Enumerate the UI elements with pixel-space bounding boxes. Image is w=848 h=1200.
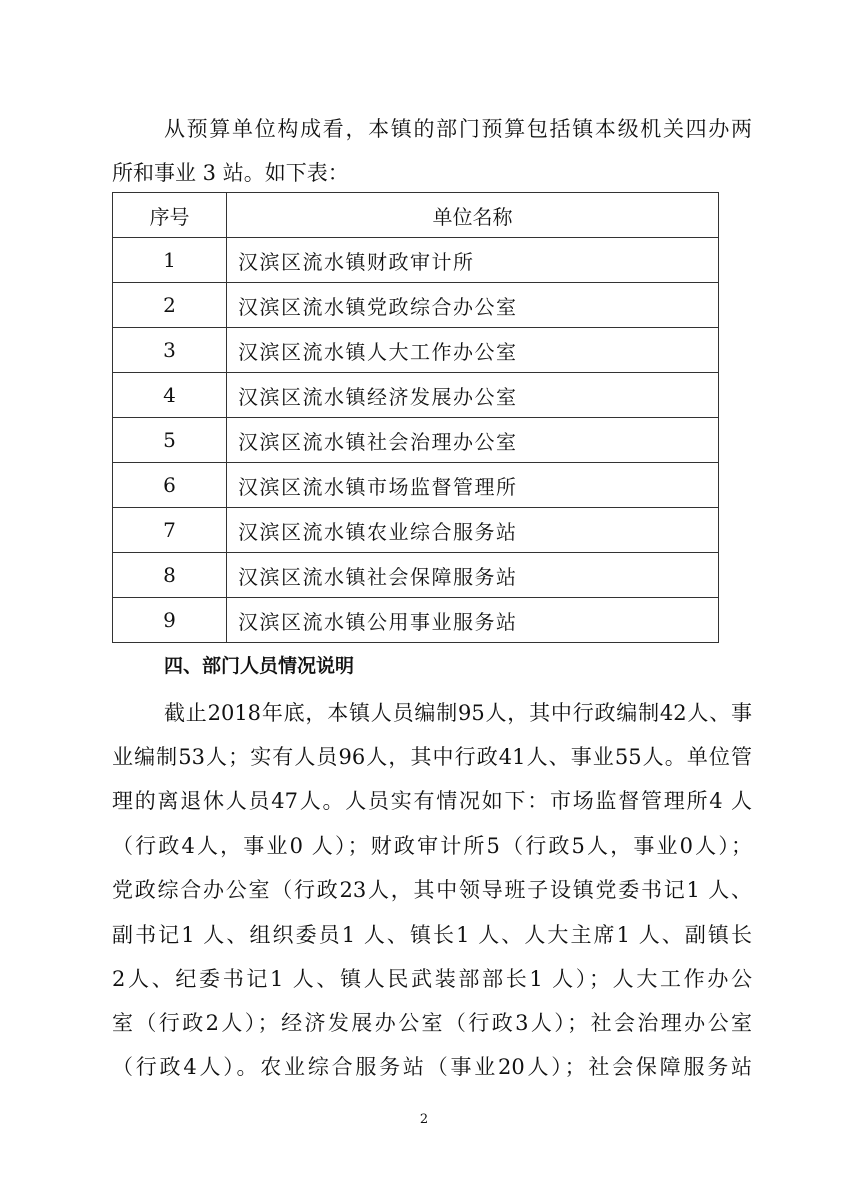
header-index: 序号	[113, 193, 227, 238]
paragraph-line: （行政4人）。农业综合服务站（事业20人）；社会保障服务站	[112, 1055, 752, 1079]
row-unit-name: 汉滨区流水镇社会治理办公室	[227, 418, 719, 463]
table-row	[113, 553, 719, 598]
row-index: 3	[113, 328, 227, 373]
paragraph-line: 业编制53人；实有人员96人，其中行政41人、事业55人。单位管	[112, 745, 752, 769]
header-unit-name: 单位名称	[227, 193, 719, 238]
row-unit-name: 汉滨区流水镇市场监督管理所	[227, 463, 719, 508]
row-index: 2	[113, 283, 227, 328]
row-unit-name: 汉滨区流水镇经济发展办公室	[227, 373, 719, 418]
budget-units-table	[112, 192, 719, 643]
paragraph-line: 截止2018年底，本镇人员编制95人，其中行政编制42人、事	[164, 701, 752, 725]
table-row	[113, 508, 719, 553]
intro-line-2: 所和事业 3 站。如下表：	[112, 161, 349, 185]
paragraph-line: 副书记1 人、组织委员1 人、镇长1 人、人大主席1 人、副镇长	[112, 923, 752, 947]
row-index: 8	[113, 553, 227, 598]
paragraph-line: （行政4人，事业0 人）；财政审计所5（行政5人，事业0人）；	[112, 834, 752, 858]
table-row	[113, 283, 719, 328]
row-index: 9	[113, 598, 227, 643]
row-unit-name: 汉滨区流水镇党政综合办公室	[227, 283, 719, 328]
row-unit-name: 汉滨区流水镇社会保障服务站	[227, 553, 719, 598]
table-row	[113, 463, 719, 508]
row-unit-name: 汉滨区流水镇公用事业服务站	[227, 598, 719, 643]
row-index: 5	[113, 418, 227, 463]
paragraph-line: 2人、纪委书记1 人、镇人民武装部部长1 人）；人大工作办公	[112, 967, 752, 991]
intro-line-1: 从预算单位构成看，本镇的部门预算包括镇本级机关四办两	[164, 117, 752, 141]
table-row	[113, 418, 719, 463]
page-number: 2	[419, 1112, 429, 1127]
paragraph-line: 理的离退休人员47人。人员实有情况如下：市场监督管理所4 人	[112, 789, 752, 813]
table-row	[113, 373, 719, 418]
row-index: 4	[113, 373, 227, 418]
paragraph-line: 室（行政2人）；经济发展办公室（行政3人）；社会治理办公室	[112, 1011, 752, 1035]
row-index: 6	[113, 463, 227, 508]
table-header-row	[113, 193, 719, 238]
row-index: 7	[113, 508, 227, 553]
table-row	[113, 598, 719, 643]
row-unit-name: 汉滨区流水镇农业综合服务站	[227, 508, 719, 553]
table-row	[113, 238, 719, 283]
table-row	[113, 328, 719, 373]
paragraph-line: 党政综合办公室（行政23人，其中领导班子设镇党委书记1 人、	[112, 878, 752, 902]
row-index: 1	[113, 238, 227, 283]
row-unit-name: 汉滨区流水镇财政审计所	[227, 238, 719, 283]
section-heading: 四、部门人员情况说明	[164, 655, 355, 677]
row-unit-name: 汉滨区流水镇人大工作办公室	[227, 328, 719, 373]
